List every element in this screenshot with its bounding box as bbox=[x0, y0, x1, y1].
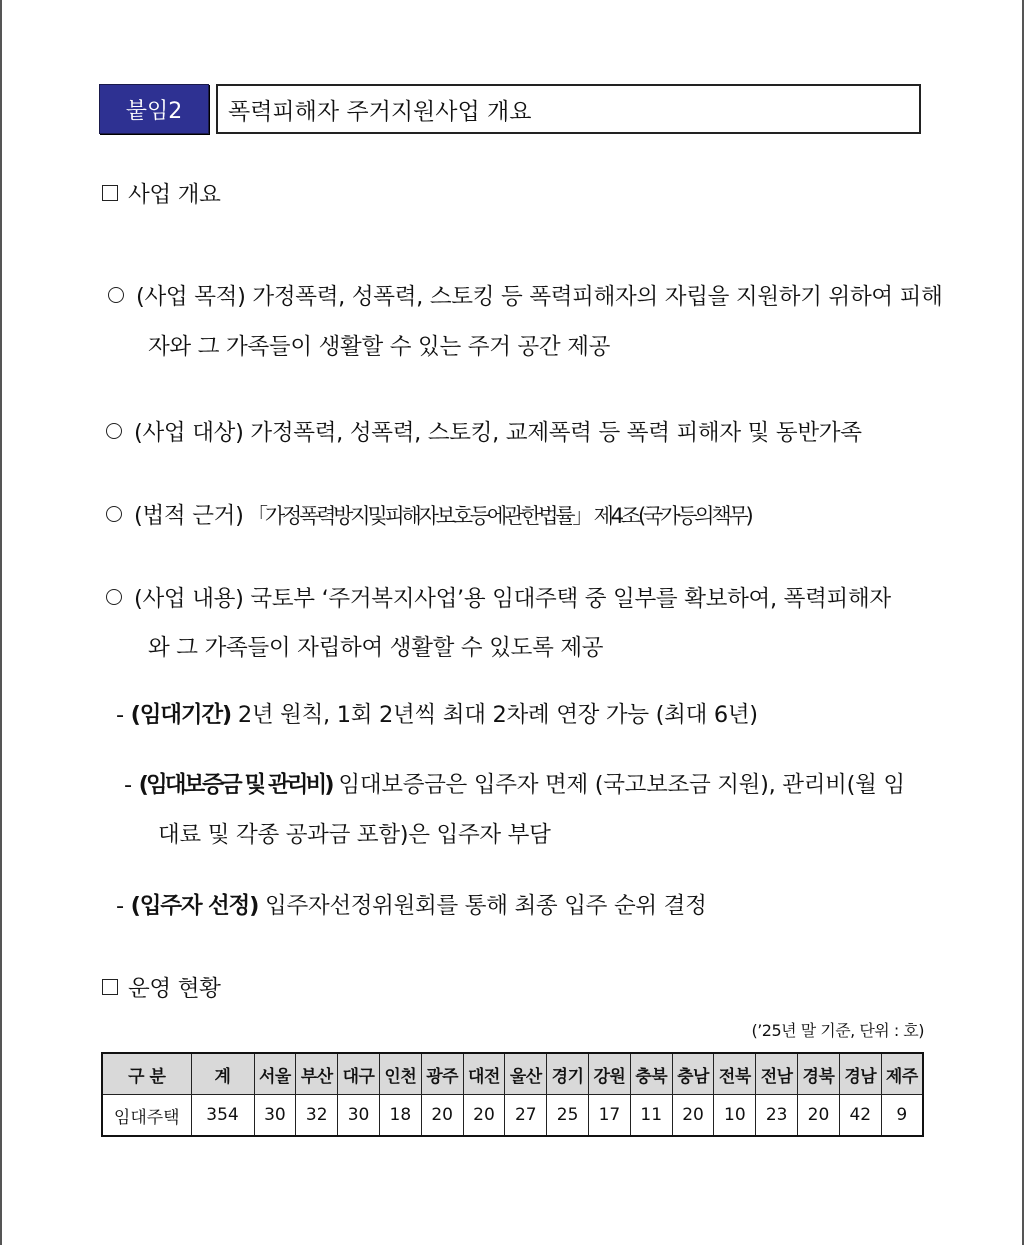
section-title: 사업 개요 bbox=[128, 182, 221, 208]
header-total: 계 bbox=[191, 1053, 254, 1095]
cell-value: 32 bbox=[296, 1095, 338, 1137]
subitem-text: 입주자선정위원회를 통해 최종 입주 순위 결정 bbox=[258, 893, 707, 919]
subitem-selection bbox=[116, 888, 707, 920]
circle-bullet-icon bbox=[108, 287, 124, 303]
cell-value: 9 bbox=[881, 1095, 923, 1137]
header-region: 경북 bbox=[798, 1053, 840, 1095]
cell-value: 20 bbox=[421, 1095, 463, 1137]
cell-value: 42 bbox=[839, 1095, 881, 1137]
dash-bullet: - bbox=[116, 893, 131, 919]
item-purpose-cont: 자와 그 가족들이 생활할 수 있는 주거 공간 제공 bbox=[148, 334, 611, 360]
header-region: 전북 bbox=[714, 1053, 756, 1095]
subitem-deposit-cont: 대료 및 각종 공과금 포함)은 입주자 부담 bbox=[158, 822, 551, 848]
subitem-label: (임대보증금 및 관리비) bbox=[138, 772, 332, 798]
dash-bullet: - bbox=[116, 702, 131, 728]
row-label: 임대주택 bbox=[102, 1095, 191, 1137]
cell-value: 30 bbox=[254, 1095, 296, 1137]
subitem-text: 2년 원칙, 1회 2년씩 최대 2차례 연장 가능 (최대 6년) bbox=[230, 702, 758, 728]
cell-value: 25 bbox=[547, 1095, 589, 1137]
header-region: 강원 bbox=[589, 1053, 631, 1095]
cell-value: 18 bbox=[379, 1095, 421, 1137]
document-header bbox=[99, 84, 922, 134]
table-note: (’25년 말 기준, 단위 : 호) bbox=[751, 1021, 924, 1040]
dash-bullet: - bbox=[124, 772, 139, 798]
section-title: 운영 현황 bbox=[128, 976, 221, 1002]
header-region: 제주 bbox=[881, 1053, 923, 1095]
circle-bullet-icon bbox=[106, 589, 122, 605]
header-region: 전남 bbox=[756, 1053, 798, 1095]
square-bullet-icon bbox=[102, 185, 118, 201]
item-content bbox=[106, 581, 891, 613]
item-label: (사업 내용) bbox=[134, 586, 244, 612]
header-region: 경남 bbox=[839, 1053, 881, 1095]
header-region: 충남 bbox=[672, 1053, 714, 1095]
item-text: 가정폭력, 성폭력, 스토킹 등 폭력피해자의 자립을 지원하기 위하여 피해 bbox=[245, 284, 943, 310]
item-label: (사업 목적) bbox=[136, 284, 246, 310]
table-header-row bbox=[102, 1053, 923, 1095]
subitem-label: (임대기간) bbox=[130, 702, 231, 728]
item-purpose bbox=[108, 279, 943, 311]
item-text: 국토부 ‘주거복지사업’용 임대주택 중 일부를 확보하여, 폭력피해자 bbox=[243, 586, 891, 612]
item-label: (법적 근거) bbox=[134, 503, 244, 529]
subitem-label: (입주자 선정) bbox=[130, 893, 259, 919]
circle-bullet-icon bbox=[106, 506, 122, 522]
header-region: 대구 bbox=[338, 1053, 380, 1095]
header-region: 대전 bbox=[463, 1053, 505, 1095]
cell-value: 20 bbox=[798, 1095, 840, 1137]
header-region: 울산 bbox=[505, 1053, 547, 1095]
table-row bbox=[102, 1095, 923, 1137]
item-target bbox=[106, 415, 862, 447]
attachment-badge: 붙임2 bbox=[99, 84, 209, 134]
cell-value: 17 bbox=[589, 1095, 631, 1137]
cell-value: 23 bbox=[756, 1095, 798, 1137]
item-text: 「가정폭력방지및피해자보호등에관한법률」 제4조(국가등의책무) bbox=[243, 504, 751, 528]
item-label: (사업 대상) bbox=[134, 420, 244, 446]
header-category: 구 분 bbox=[102, 1053, 191, 1095]
section-heading-status bbox=[102, 971, 221, 1003]
operation-status-table bbox=[101, 1052, 924, 1137]
header-region: 경기 bbox=[547, 1053, 589, 1095]
cell-value: 11 bbox=[630, 1095, 672, 1137]
header-region: 부산 bbox=[296, 1053, 338, 1095]
cell-value: 30 bbox=[338, 1095, 380, 1137]
item-legal-basis bbox=[106, 498, 751, 530]
document-title: 폭력피해자 주거지원사업 개요 bbox=[216, 84, 921, 134]
cell-value: 20 bbox=[463, 1095, 505, 1137]
circle-bullet-icon bbox=[106, 423, 122, 439]
subitem-lease-period bbox=[116, 697, 758, 729]
subitem-deposit bbox=[124, 767, 905, 799]
cell-value: 10 bbox=[714, 1095, 756, 1137]
header-region: 광주 bbox=[421, 1053, 463, 1095]
item-content-cont: 와 그 가족들이 자립하여 생활할 수 있도록 제공 bbox=[148, 635, 604, 661]
cell-total: 354 bbox=[191, 1095, 254, 1137]
square-bullet-icon bbox=[102, 979, 118, 995]
header-region: 서울 bbox=[254, 1053, 296, 1095]
cell-value: 27 bbox=[505, 1095, 547, 1137]
page-left-edge bbox=[0, 0, 2, 1245]
cell-value: 20 bbox=[672, 1095, 714, 1137]
item-text: 가정폭력, 성폭력, 스토킹, 교제폭력 등 폭력 피해자 및 동반가족 bbox=[243, 420, 862, 446]
header-region: 인천 bbox=[379, 1053, 421, 1095]
header-region: 충북 bbox=[630, 1053, 672, 1095]
subitem-text: 임대보증금은 입주자 면제 (국고보조금 지원), 관리비(월 임 bbox=[331, 772, 905, 798]
section-heading-overview bbox=[102, 177, 221, 209]
